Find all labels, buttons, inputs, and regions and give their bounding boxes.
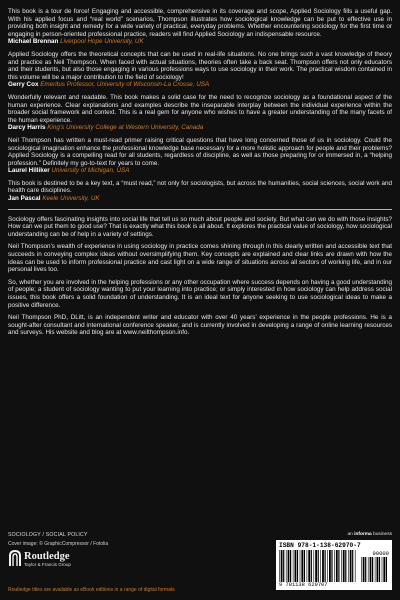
author-bio: Neil Thompson PhD, DLitt, is an independent writer and educator with over 40 years’ experience in the people professions. He is a sought-after consultant and international conference speaker, and is currently involved in developing a range of online learning resources and surveys. His website and blog are at www.neilthompson.info. [8,314,392,337]
barcode-bar [370,557,372,582]
endorsement-text: Applied Sociology offers the theoretical concepts that can be used in real-life situations. No one brings such a vast knowledge of theory and practice as Neil Thompson. When faced with actual situations, theories often take a back seat. Thompson offers not only educators and their students, but also those engaging in various professions ways to use sociology in their work. The practical wisdom contained in this volume will be a major contribution to the field of sociology! [8,50,392,81]
endorsement [8,51,392,89]
barcode-bar [361,557,362,582]
barcode-bar [311,550,312,582]
barcode-bar [379,557,380,582]
endorser-name: Laurel Hilliker [8,167,50,175]
endorsement-text: Neil Thompson has written a must-read primer raising critical questions that have long concerned those of us in sociology. Could the sociological imagination enhance the professional knowledge base necessary for a more holistic approach for people and their problems? Applied Sociology is a compelling read for all students, regardless of discipline, as well as those preparing for or immersed in, a “helping profession.” Definitely my go-to-text for years to come. [8,136,392,167]
endorser-name: Gerry Cox [8,81,39,89]
brand-suffix: business [373,532,392,537]
endorser-name: Michael Brennan [8,38,59,46]
barcode-bar [301,550,303,582]
barcode-bar [320,550,321,582]
endorser-name: Jan Pascal [8,195,41,203]
endorsement [8,180,392,203]
brand-prefix: an [347,532,353,537]
barcode-bar [377,557,379,582]
isbn-text: ISBN 978-1-138-62970-7 [279,542,361,549]
barcode-bar [341,550,342,582]
barcode-panel [276,540,392,590]
description-paragraph: Neil Thompson’s wealth of experience in using sociology in practice comes shining through in this clearly written and accessible text that succeeds in conveying complex ideas without oversimplifying them. Key concepts are explained and clear links are drawn with how the ideas can be used to inform professional practice and cast light on a wide range of situations across all sectors of working life, and in our personal lives too. [8,243,392,274]
barcode-bar [386,557,387,582]
endorsement-attribution [8,124,392,132]
barcode-bar [334,550,335,582]
barcode-bar [345,550,346,582]
barcode-bar [372,557,373,582]
endorser-affiliation: Keele University, UK [42,195,100,203]
cover-image-credit: Cover image: © GraphicCompressor / Fotolia [8,541,109,547]
endorser-affiliation: King’s University College at Western University, Canada [47,124,204,132]
barcode-bar [290,550,291,582]
endorsement-text: Wonderfully relevant and readable. This book makes a solid case for the need to recognize sociology as a foundational aspect of the human experience. Clear explanations and examples describe the inseparable interplay between the individual experience within the broader social framework and context. This is a real gem for anyone who wishes to have a greater understanding of the many facets of the human experience. [8,93,392,124]
endorsement [8,8,392,46]
publisher-group: Taylor & Francis Group [24,562,71,567]
informa-business-label [347,532,392,537]
cover-footer [8,532,392,592]
description-paragraph: Sociology offers fascinating insights into social life that tell us so much about people and society. But what can we do with those insights? How can we put them to good use? That is exactly what this book is all about. It explores the practical value of sociology, how sociological understanding can be of help in a variety of settings. [8,215,392,238]
barcode-bar [348,550,349,582]
barcode-bar [308,550,310,582]
barcode-bar [295,550,297,582]
barcode-bar [329,550,331,582]
barcode-bar [293,550,294,582]
barcode-bar [286,550,287,582]
barcode-bar [322,550,324,582]
endorsement [8,137,392,175]
publisher-name: Routledge [24,551,70,562]
routledge-logo-icon [8,550,22,568]
barcode-bar [383,557,385,582]
barcode-bar [375,557,376,582]
barcode-bar [314,550,315,582]
barcode-bar [318,550,319,582]
barcode-bar [336,550,338,582]
ean-barcode [279,550,357,582]
endorsement [8,94,392,132]
barcode-bar [338,550,339,582]
barcode-bar [300,550,301,582]
barcode-bar [304,550,305,582]
barcode-bar [343,550,345,582]
endorsement-text: This book is destined to be a key text, a “must read,” not only for sociologists, but across the humanities, social sciences, social work and health care disciplines. [8,179,392,195]
barcode-bar [325,550,326,582]
barcode-bar [327,550,328,582]
endorser-name: Darcy Harris [8,124,46,132]
publisher-logo [8,550,98,570]
barcode-bar [307,550,308,582]
barcode-bar [352,550,353,582]
endorsement-attribution [8,38,392,46]
barcode-bar [350,550,352,582]
description-paragraph: So, whether you are involved in the helping professions or any other occupation where success depends on having a good understanding of people; a student of sociology wanting to put your learning into practice; or simply interested in how sociology can help address social issues, this book offers a solid foundation of understanding. It is an ideal text for anyone seeking to use sociological ideas to make a positive difference. [8,278,392,309]
barcode-bar [297,550,298,582]
barcode-bar [363,557,365,582]
barcode-bar [368,557,369,582]
brand-name: informa [354,532,372,537]
barcode-bar [365,557,366,582]
price-code: 90000 [372,550,389,557]
book-description [8,216,392,337]
barcode-bar [281,550,283,582]
barcode-bar [382,557,383,582]
endorsement-attribution [8,195,392,203]
barcode-bar [279,550,280,582]
ebook-note: Routledge titles are available as eBook editions in a range of digital formats [8,587,175,593]
barcode-bar [355,550,356,582]
barcode-bar [283,550,284,582]
endorser-affiliation: Emeritus Professor, University of Wisconsin-La Crosse, USA [40,81,210,89]
endorsement-attribution [8,167,392,175]
endorsement-text: This book is a tour de force! Engaging and accessible, comprehensive in its coverage and scope, Applied Sociology fills a useful gap. With his applied focus and “real world” scenarios, Thompson illustrates how sociological knowledge can be put to effective use in providing both insight and remedy for a wide variety of practical, everyday problems. Whether encountering sociology for the first time or engaging in person-oriented professional practice, readers will find Applied Sociology an indispensable resource. [8,8,392,38]
section-divider [8,209,392,210]
barcode-bar [315,550,317,582]
barcode-digits: 9 781138 629707 [279,582,328,588]
cover-content [8,8,392,342]
barcode-bar [331,550,332,582]
barcode-area [276,532,392,590]
addon-barcode [361,557,389,582]
endorser-affiliation: University of Michigan, USA [51,167,130,175]
endorsement-attribution [8,81,392,89]
endorser-affiliation: Liverpool Hope University, UK [60,38,144,46]
barcode-bar [288,550,290,582]
subject-category: SOCIOLOGY / SOCIAL POLICY [8,532,88,538]
